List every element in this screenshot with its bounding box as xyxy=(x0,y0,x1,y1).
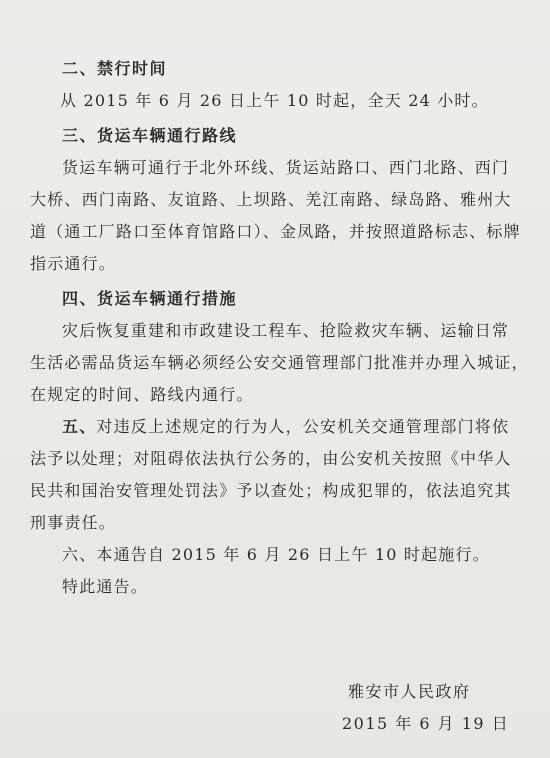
measures-line-3: 在规定的时间、路线内通行。 xyxy=(30,385,254,404)
issue-date: 2015 年 6 月 19 日 xyxy=(342,714,510,733)
penalties-line-4: 刑事责任。 xyxy=(30,513,117,532)
closing-text: 特此通告。 xyxy=(62,577,149,596)
routes-line-4: 指示通行。 xyxy=(30,254,117,273)
effective-date-text: 六、本通告自 2015 年 6 月 26 日上午 10 时起施行。 xyxy=(62,545,490,564)
measures-line-1: 灾后恢复重建和市政建设工程车、抢险救灾车辆、运输日常 xyxy=(62,321,510,340)
routes-line-1: 货运车辆可通行于北外环线、货运站路口、西门北路、西门 xyxy=(62,158,510,177)
penalties-line-1 xyxy=(62,411,510,443)
penalties-line-2: 法予以处理；对阻碍依法执行公务的，由公安机关按照《中华人 xyxy=(30,449,512,468)
measures-paragraph xyxy=(30,315,529,411)
routes-line-3: 道（通工厂路口至体育馆路口）、金凤路，并按照道路标志、标牌 xyxy=(30,222,521,241)
penalties-paragraph xyxy=(30,411,512,539)
routes-line-2: 大桥、西门南路、友谊路、上坝路、羌江南路、绿岛路、雅州大 xyxy=(30,190,512,209)
penalties-line-1-text: 对违反上述规定的行为人，公安机关交通管理部门将依 xyxy=(96,417,510,436)
section-heading-ban-time: 二、禁行时间 xyxy=(62,59,168,78)
signature-block xyxy=(342,676,510,740)
routes-paragraph xyxy=(30,152,521,280)
measures-line-2: 生活必需品货运车辆必须经公安交通管理部门批准并办理入城证， xyxy=(30,353,529,372)
issuer-name: 雅安市人民政府 xyxy=(348,682,471,701)
penalties-label: 五、 xyxy=(62,417,97,436)
ban-time-text: 从 2015 年 6 月 26 日上午 10 时起，全天 24 小时。 xyxy=(60,91,489,110)
penalties-line-3: 民共和国治安管理处罚法》予以查处；构成犯罪的，依法追究其 xyxy=(30,481,512,500)
section-heading-measures: 四、货运车辆通行措施 xyxy=(62,289,238,308)
section-heading-routes: 三、货运车辆通行路线 xyxy=(62,126,238,145)
